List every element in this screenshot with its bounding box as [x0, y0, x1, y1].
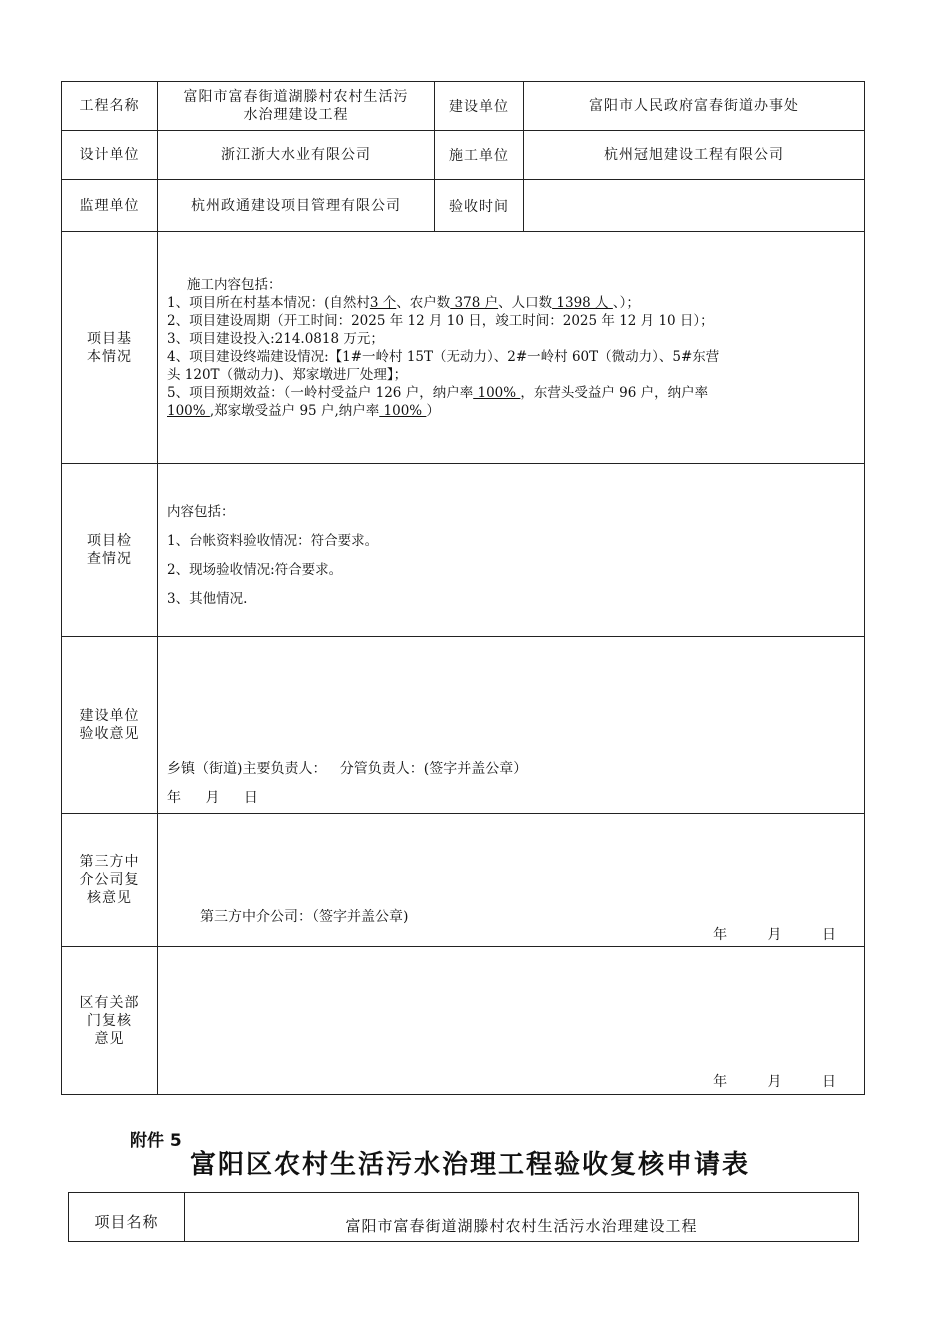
check-content-cell	[158, 464, 865, 637]
basic-line-3: 3、项目建设投入:214.0818 万元；	[167, 330, 384, 347]
basic-label	[62, 232, 158, 464]
basic-line-4a: 4、项目建设终端建设情况:【1#一岭村 15T（无动力）、2#一岭村 60T（微动力）、5#东营	[167, 348, 720, 365]
form-row-design	[62, 131, 865, 180]
basic-line-1: 1、项目所在村基本情况：(自然村3 个、农户数 378 户、人口数 1398 人 、）；	[167, 294, 640, 311]
form-row-district	[62, 947, 865, 1095]
review-project-label: 项目名称	[69, 1193, 185, 1242]
check-line-2: 2、现场验收情况:符合要求。	[167, 562, 343, 578]
project-name-line2: 水治理建设工程	[243, 107, 349, 123]
project-name-label: 工程名称	[62, 82, 158, 131]
basic-label-line2: 本情况	[87, 348, 132, 365]
check-label-line1: 项目检	[87, 533, 132, 549]
third-party-cell	[158, 814, 865, 947]
builder-opinion-cell	[158, 637, 865, 814]
form-row-project	[62, 82, 865, 131]
check-intro: 内容包括：	[167, 504, 235, 520]
third-party-label-line2: 介公司复	[79, 872, 140, 888]
project-name-value	[158, 82, 435, 131]
form-row-check	[62, 464, 865, 637]
third-party-label-line3: 核意见	[87, 890, 132, 906]
basic-label-line1: 项目基	[87, 330, 132, 347]
basic-intro: 施工内容包括：	[187, 276, 282, 293]
project-name-line1: 富阳市富春街道湖滕村农村生活污	[183, 89, 409, 105]
form-row-third-party	[62, 814, 865, 947]
check-label	[62, 464, 158, 637]
review-application-table	[68, 1192, 859, 1242]
third-party-date: 年 月 日	[713, 927, 854, 943]
basic-content	[158, 276, 864, 420]
check-line-3: 3、其他情况.	[167, 591, 248, 607]
form-row-supervision	[62, 180, 865, 232]
check-label-line2: 查情况	[87, 551, 132, 567]
acceptance-time-value	[524, 180, 865, 232]
third-party-label	[62, 814, 158, 947]
supervision-label: 监理单位	[62, 180, 158, 232]
builder-sign-line: 乡镇（街道)主要负责人： 分管负责人：(签字并盖公章）	[167, 761, 528, 777]
design-label: 设计单位	[62, 131, 158, 180]
attachment-title: 富阳区农村生活污水治理工程验收复核申请表	[190, 1150, 751, 1180]
basic-line-2: 2、项目建设周期（开工时间：2025 年 12 月 10 日，竣工时间：2025 年 12 月 10 日）；	[167, 312, 714, 329]
district-label	[62, 947, 158, 1095]
third-party-sign-line: 第三方中介公司：（签字并盖公章)	[200, 909, 409, 925]
basic-line-5b: 100% ,郑家墩受益户 95 户,纳户率 100% ）	[167, 402, 440, 419]
basic-line-5a: 5、项目预期效益：（一岭村受益户 126 户，纳户率 100% ，东营头受益户 96 户，纳户率	[167, 384, 709, 401]
builder-opinion-label	[62, 637, 158, 814]
builder-label: 建设单位	[435, 82, 524, 131]
builder-opinion-label-line1: 建设单位	[79, 708, 140, 724]
district-date: 年 月 日	[713, 1074, 854, 1090]
district-label-line3: 意见	[94, 1030, 125, 1047]
district-label-line1: 区有关部	[79, 994, 140, 1011]
review-project-value: 富阳市富春街道湖滕村农村生活污水治理建设工程	[185, 1193, 859, 1242]
construction-value: 杭州冠旭建设工程有限公司	[524, 131, 865, 180]
form-row-builder-opinion	[62, 637, 865, 814]
attachment-tag: 附件 5	[130, 1131, 182, 1151]
form-row-basic	[62, 232, 865, 464]
basic-line-4b: 头 120T（微动力)、郑家墩进厂处理】；	[167, 366, 408, 383]
construction-label: 施工单位	[435, 131, 524, 180]
builder-opinion-content	[158, 637, 864, 813]
check-line-1: 1、台帐资料验收情况：符合要求。	[167, 533, 379, 549]
builder-date: 年 月 日	[167, 790, 268, 806]
basic-content-cell	[158, 232, 865, 464]
builder-opinion-label-line2: 验收意见	[79, 726, 140, 742]
third-party-label-line1: 第三方中	[79, 854, 140, 870]
acceptance-form-table	[61, 81, 865, 1095]
design-value: 浙江浙大水业有限公司	[158, 131, 435, 180]
acceptance-time-label: 验收时间	[435, 180, 524, 232]
check-content	[158, 464, 864, 614]
supervision-value: 杭州政通建设项目管理有限公司	[158, 180, 435, 232]
builder-value: 富阳市人民政府富春街道办事处	[524, 82, 865, 131]
review-row-project	[69, 1193, 859, 1242]
district-cell	[158, 947, 865, 1095]
district-label-line2: 门复核	[87, 1012, 132, 1029]
